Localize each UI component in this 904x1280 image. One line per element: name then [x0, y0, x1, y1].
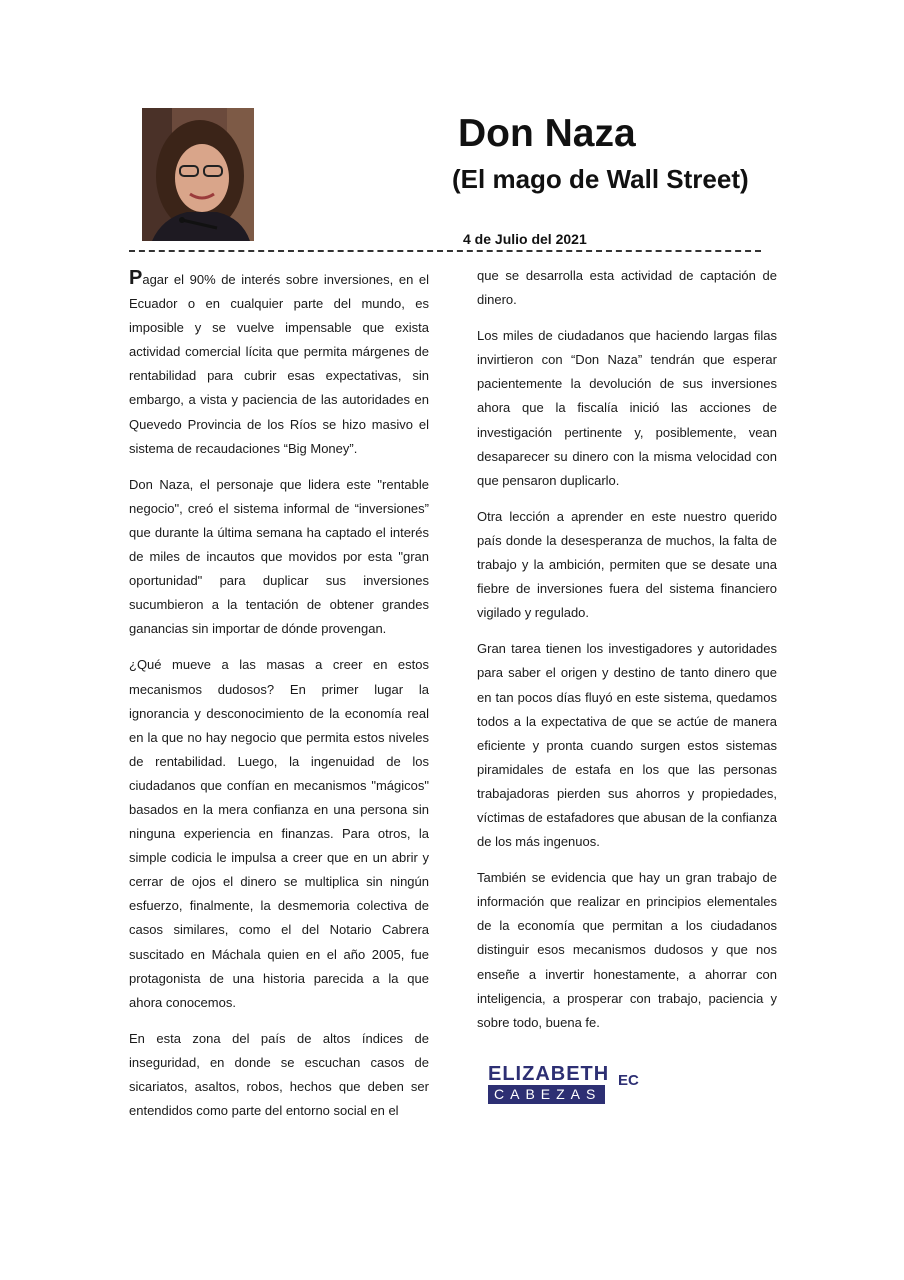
paragraph: Otra lección a aprender en este nuestro querido país donde la desesperanza de muchos, la falta de trabajo y la ambición, permiten que se desate una fiebre de inversiones fuera del sistema financiero vigilado y regulado. — [477, 508, 777, 621]
paragraph: También se evidencia que hay un gran trabajo de información que realizar en principios elementales de la economía que permitan a los ciudadanos distinguir esos mecanismos dudosos y que nos enseñe a invertir honestamente, a ahorrar con inteligencia, a prosperar con trabajo, paciencia y sobre todo, buena fe. — [477, 870, 777, 1030]
paragraph: En esta zona del país de altos índices de inseguridad, en donde se escuchan casos de sicariatos, asaltos, robos, hechos que deben ser entendidos como parte del entorno social en el — [129, 1030, 429, 1119]
logo-surname: CABEZAS — [488, 1085, 605, 1104]
author-portrait-image — [142, 108, 254, 241]
author-photo — [142, 108, 254, 241]
paragraph: ¿Qué mueve a las masas a creer en estos mecanismos dudosos? En primer lugar la ignorancia y desconocimiento de la economía real en la que no hay negocio que permita estos niveles de rentabilidad. Luego, la ingenuidad de los ciudadanos que confían en mecanismos "mágicos" basados en la mera confianza en una persona sin ninguna experiencia en finanzas. Para otros, la simple codicia le impulsa a creer que en un abrir y cerrar de ojos el dinero se multiplica sin ningún esfuerzo, finalmente, la desmemoria colectiva de casos similares, como el del Notario Cabrera suscitado en Máchala quien en el año 2005, fue protagonista de una historia parecida a la que ahora conocemos. — [129, 657, 429, 1010]
article-subtitle: (El mago de Wall Street) — [452, 164, 749, 194]
paragraph: Don Naza, el personaje que lidera este "rentable negocio", creó el sistema informal de “inversiones” que durante la última semana ha captado el interés de miles de incautos que movidos por esta "gran oportunidad" para duplicar sus inversiones sucumbieron a la tentación de obtener grandes ganancias sin importar de dónde provengan. — [129, 476, 429, 637]
author-logo — [488, 1063, 639, 1104]
logo-suffix: EC — [618, 1072, 639, 1089]
paragraph-text: agar el 90% de interés sobre inversiones, en el Ecuador o en cualquier parte del mundo, es imposible y se vuelve impensable que exista actividad comercial lícita que permita márgenes de rentabilidad para cubrir esas expectativas, sin embargo, a vista y paciencia de las autoridades en Quevedo Provincia de los Ríos se hizo masivo el sistema de recaudaciones “Big Money”. — [129, 272, 429, 456]
left-column — [129, 268, 429, 1135]
right-column — [477, 264, 777, 1047]
paragraph: que se desarrolla esta actividad de captación de dinero. — [477, 268, 777, 308]
logo-name: ELIZABETH — [488, 1063, 610, 1085]
article-date: 4 de Julio del 2021 — [463, 231, 587, 247]
drop-cap: P — [129, 267, 143, 289]
paragraph: Gran tarea tienen los investigadores y autoridades para saber el origen y destino de tanto dinero que en tan pocos días fluyó en este sistema, quedamos todos a la expectativa de que se actúe de manera eficiente y pronta cuando surgen estos sistemas piramidales de estafa en los que las personas trabajadoras pierden sus ahorros y propiedades, víctimas de estafadores que abusan de la confianza de los más ingenuos. — [477, 641, 777, 850]
paragraph: Los miles de ciudadanos que haciendo largas filas invirtieron con “Don Naza” tendrán que esperar pacientemente la devolución de sus inversiones ahora que la fiscalía inició las acciones de investigación pertinente y, posiblemente, vean desaparecer su dinero con la misma velocidad con que pensaron duplicarlo. — [477, 328, 777, 488]
paragraph — [129, 268, 429, 461]
dashed-divider — [129, 250, 761, 252]
article-title: Don Naza — [458, 112, 636, 155]
